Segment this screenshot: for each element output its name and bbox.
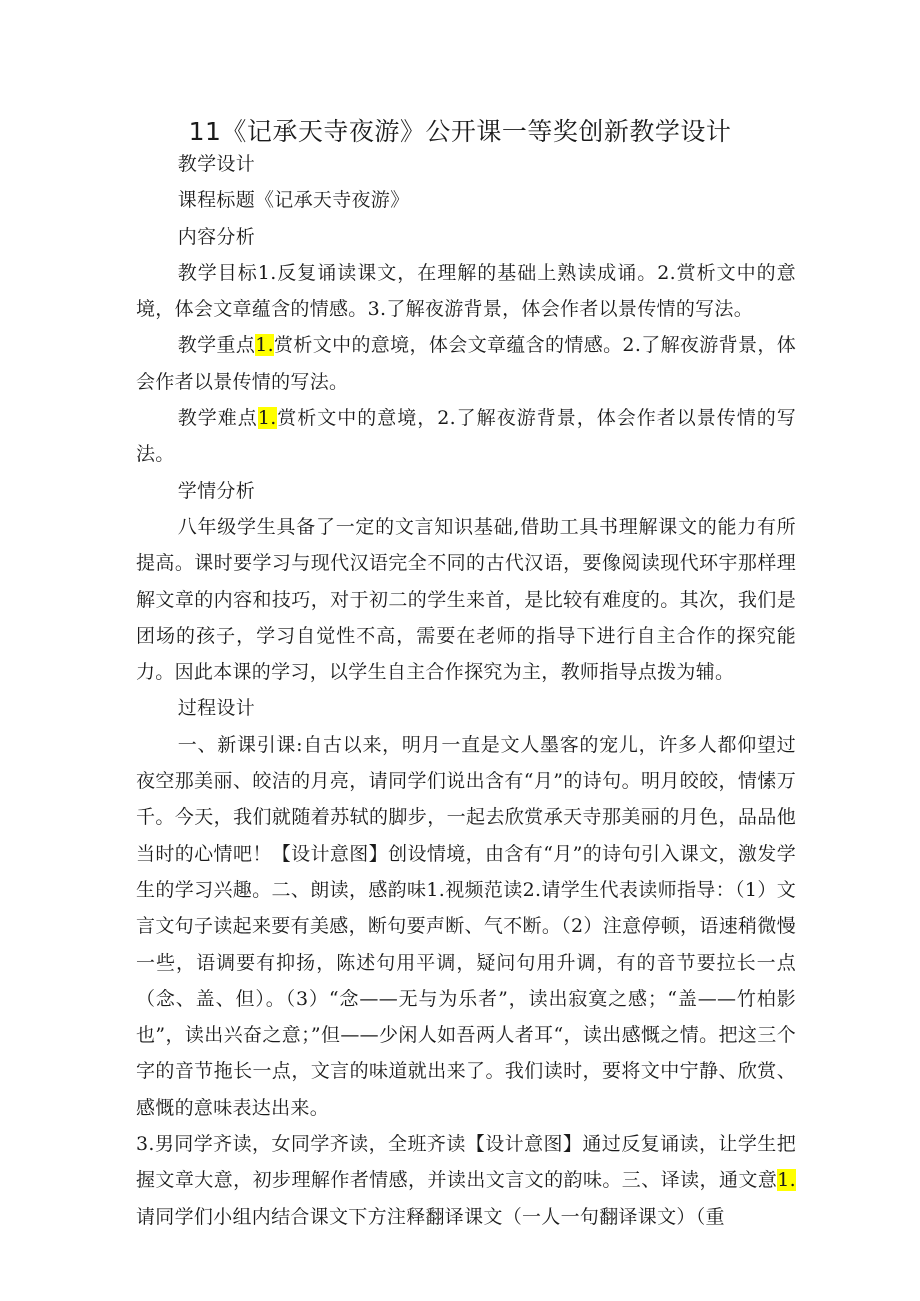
body-text: 赏析文中的意境，体会文章蕴含的情感。2.了解夜游背景，体会作者以景传情的写法。 <box>136 334 797 393</box>
section-heading: 过程设计 <box>177 697 255 720</box>
highlighted-number: 1. <box>777 1169 796 1192</box>
body-text: 赏析文中的意境，2.了解夜游背景，体会作者以景传情的写法。 <box>136 407 797 466</box>
highlighted-number: 1. <box>255 334 274 357</box>
teaching-focus-paragraph <box>136 327 796 400</box>
student-analysis-paragraph: 八年级学生具备了一定的文言知识基础,借助工具书理解课文的能力有所提高。课时要学习与现代汉语完全不同的古代汉语，要像阅读现代环宇那样理解文章的内容和技巧，对于初二的学生来首，是比较有难度的。其次，我们是团场的孩子，学习自觉性不高，需要在老师的指导下进行自主合作的探究能力。因此本课的学习，以学生自主合作探究为主，教师指导点拨为辅。 <box>136 515 796 684</box>
section-heading: 教学设计 <box>177 153 255 175</box>
section-heading: 内容分析 <box>177 225 255 248</box>
course-title-line: 课程标题《记承天寺夜游》 <box>177 189 410 212</box>
teaching-goals-paragraph: 教学目标1.反复诵读课文，在理解的基础上熟读成诵。2.赏析文中的意境，体会文章蕴含的情感。3.了解夜游背景，体会作者以景传情的写法。 <box>136 261 796 321</box>
teaching-difficulty-paragraph <box>136 400 796 473</box>
label-text: 教学难点 <box>177 407 258 430</box>
highlighted-number: 1. <box>257 407 277 430</box>
process-continued-paragraph <box>136 1126 796 1235</box>
document-body <box>136 146 796 1235</box>
body-text: 3.男同学齐读，女同学齐读，全班齐读【设计意图】通过反复诵读，让学生把握文章大意，初步理解作者情感，并读出文言文的韵味。三、译读，通文意 <box>136 1133 796 1192</box>
label-text: 教学重点 <box>177 334 256 357</box>
process-paragraph: 一、新课引课:自古以来，明月一直是文人墨客的宠儿，许多人都仰望过夜空那美丽、皎洁的月亮，请同学们说出含有“月”的诗句。明月皎皎，情愫万千。今天，我们就随着苏轼的脚步，一起去欣赏承天寺那美丽的月色，品品他当时的心情吧！【设计意图】创设情境，由含有“月”的诗句引入课文，激发学生的学习兴趣。二、朗读，感韵味1.视频范读2.请学生代表读师指导：（1）文言文句子读起来要有美感，断句要声断、气不断。（2）注意停顿，语速稍微慢一些，语调要有抑扬，陈述句用平调，疑问句用升调，有的音节要拉长一点（念、盖、但）。（3）“念——无与为乐者”，读出寂寞之感；“盖——竹柏影也”，读出兴奋之意；”但——少闲人如吾两人者耳“，读出感慨之情。把这三个字的音节拖长一点，文言的味道就出来了。我们读时，要将文中宁静、欣赏、感慨的意味表达出来。 <box>136 733 796 1119</box>
page-title: 11《记承天寺夜游》公开课一等奖创新教学设计 <box>188 117 732 146</box>
body-text: 请同学们小组内结合课文下方注释翻译课文（一人一句翻译课文）（重 <box>136 1205 725 1228</box>
section-heading: 学情分析 <box>177 479 255 502</box>
